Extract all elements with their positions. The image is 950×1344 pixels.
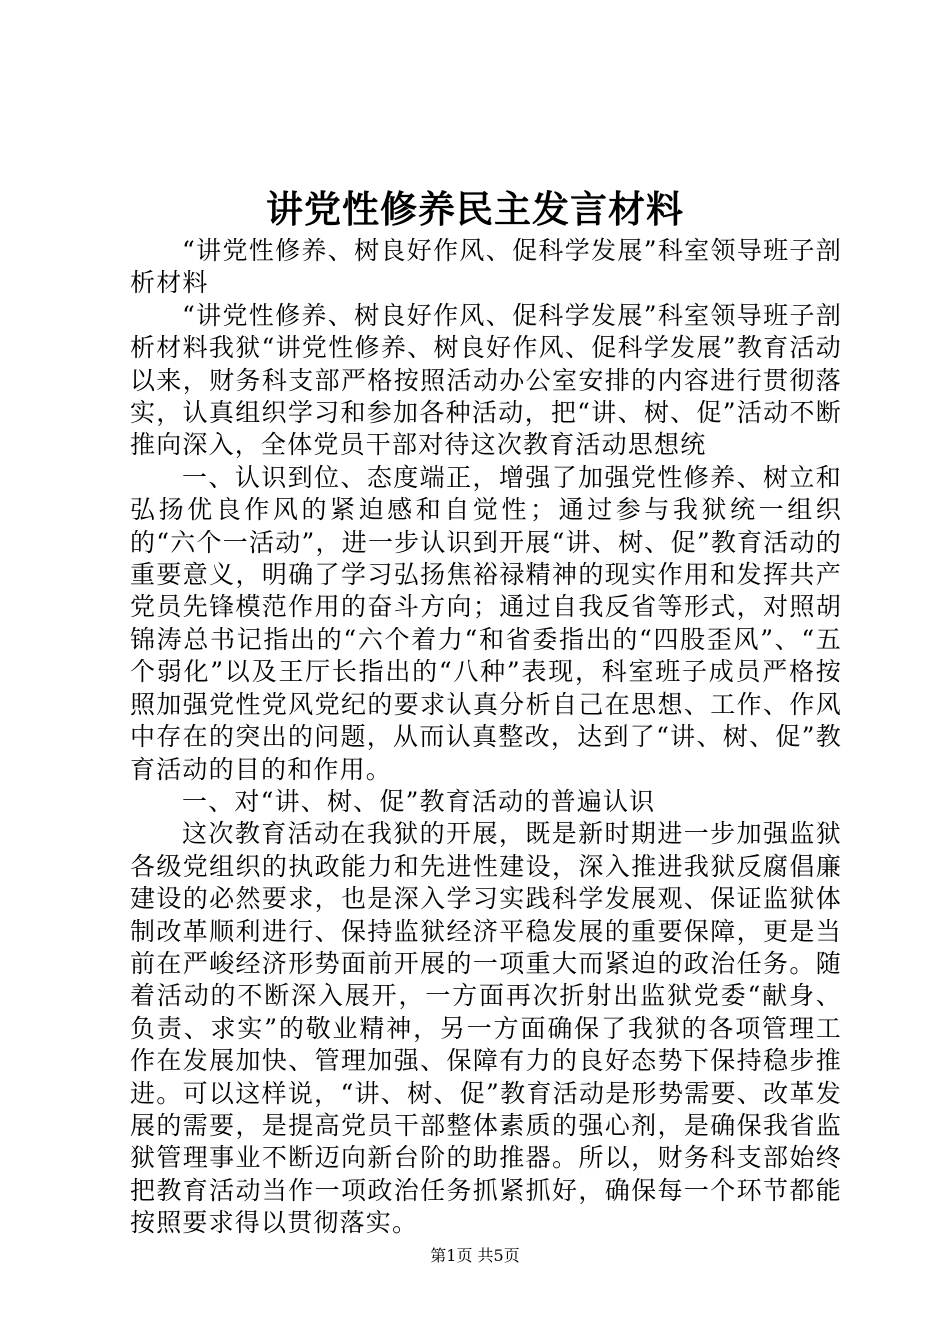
section-heading: 一、对“讲、树、促”教育活动的普遍认识 <box>182 786 656 816</box>
document-title: 讲党性修养民主发言材料 <box>266 187 684 231</box>
page-number-footer: 第1页 共5页 <box>430 1246 520 1265</box>
paragraph-1: “讲党性修养、树良好作风、促科学发展”科室领导班子剖析材料 <box>130 236 842 298</box>
paragraph-2: “讲党性修养、树良好作风、促科学发展”科室领导班子剖析材料我狱“讲党性修养、树良好作风、促科学发展”教育活动以来，财务科支部严格按照活动办公室安排的内容进行贯彻落实，认真组织学习和参加各种活动，把“讲、树、促”活动不断推向深入，全体党员干部对待这次教育活动思想统 <box>130 300 842 460</box>
paragraph-3: 一、认识到位、态度端正，增强了加强党性修养、树立和弘扬优良作风的紧迫感和自觉性；通过参与我狱统一组织的“六个一活动”，进一步认识到开展“讲、树、促”教育活动的重要意义，明确了学习弘扬焦裕禄精神的现实作用和发挥共产党员先锋模范作用的奋斗方向；通过自我反省等形式，对照胡锦涛总书记指出的“六个着力“和省委指出的“四股歪风”、“五个弱化”以及王厅长指出的“八种”表现，科室班子成员严格按照加强党性党风党纪的要求认真分析自己在思想、工作、作风中存在的突出的问题，从而认真整改，达到了“讲、树、促”教育活动的目的和作用。 <box>130 462 842 784</box>
paragraph-5: 这次教育活动在我狱的开展，既是新时期进一步加强监狱各级党组织的执政能力和先进性建设，深入推进我狱反腐倡廉建设的必然要求，也是深入学习实践科学发展观、保证监狱体制改革顺利进行、保持监狱经济平稳发展的重要保障，更是当前在严峻经济形势面前开展的一项重大而紧迫的政治任务。随着活动的不断深入展开，一方面再次折射出监狱党委“献身、负责、求实”的敬业精神，另一方面确保了我狱的各项管理工作在发展加快、管理加强、保障有力的良好态势下保持稳步推进。可以这样说，“讲、树、促”教育活动是形势需要、改革发展的需要，是提高党员干部整体素质的强心剂，是确保我省监狱管理事业不断迈向新台阶的助推器。所以，财务科支部始终把教育活动当作一项政治任务抓紧抓好，确保每一个环节都能按照要求得以贯彻落实。 <box>130 819 842 1238</box>
document-body <box>130 235 842 1240</box>
